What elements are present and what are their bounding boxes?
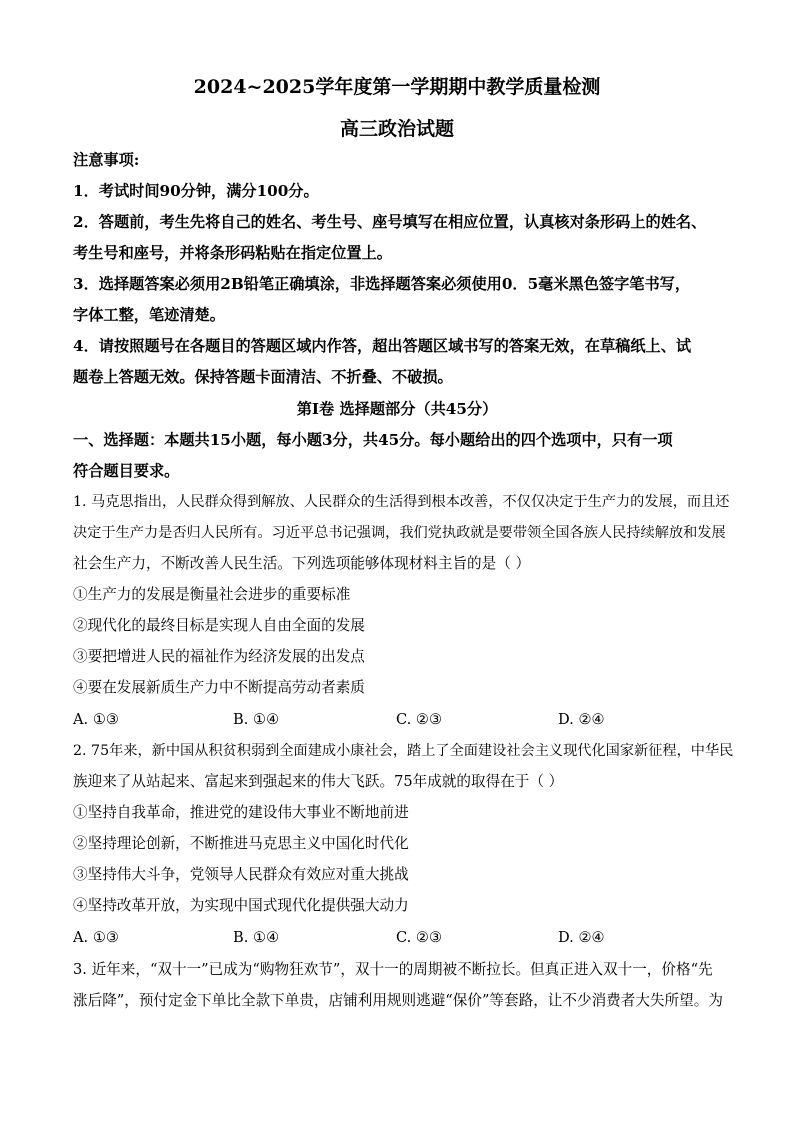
question-1-option-b: B. ①④ — [233, 711, 280, 728]
question-2-statement-3: ③坚持伟大斗争，党领导人民群众有效应对重大挑战 — [73, 866, 409, 883]
question-3-stem-line-1: 3. 近年来，“双十一”已成为“购物狂欢节”，双十一的周期被不断拉长。但真正进入双十一，价格“先 — [73, 961, 713, 978]
question-2-option-c: C. ②③ — [396, 929, 443, 946]
section-title: 第Ⅰ卷 选择题部分（共45分） — [296, 400, 498, 418]
question-2-statement-2: ②坚持理论创新，不断推进马克思主义中国化时代化 — [73, 835, 409, 852]
question-1-statement-4: ④要在发展新质生产力中不断提高劳动者素质 — [73, 679, 365, 696]
question-3-stem-line-2: 涨后降”，预付定金下单比全款下单贵，店铺利用规则逃避“保价”等套路，让不少消费者大失所望。为 — [73, 992, 723, 1009]
question-1-stem-line-1: 1. 马克思指出，人民群众得到解放、人民群众的生活得到根本改善，不仅仅决定于生产力的发展，而且还 — [73, 494, 730, 510]
question-1-option-a: A. ①③ — [73, 711, 119, 728]
question-2-option-d: D. ②④ — [558, 929, 605, 946]
question-1-stem-line-3: 社会生产力，不断改善人民生活。下列选项能够体现材料主旨的是（ ） — [73, 555, 531, 572]
question-2-statement-1: ①坚持自我革命，推进党的建设伟大事业不断地前进 — [73, 804, 409, 821]
section-instructions-line-2: 符合题目要求。 — [73, 462, 180, 480]
section-instructions-line-1: 一、选择题：本题共15小题，每小题3分，共45分。每小题给出的四个选项中，只有一项 — [73, 431, 673, 449]
exam-title: 2024~2025学年度第一学期期中教学质量检测 — [193, 76, 601, 98]
question-1-statement-2: ②现代化的最终目标是实现人自由全面的发展 — [73, 617, 365, 634]
notice-item-3-line-1: 3．选择题答案必须用2B铅笔正确填涂，非选择题答案必须使用0．5毫米黑色签字笔书写， — [73, 275, 691, 293]
notice-item-1: 1．考试时间90分钟，满分100分。 — [73, 182, 319, 200]
question-2-option-b: B. ①④ — [233, 929, 280, 946]
notice-item-4-line-2: 题卷上答题无效。保持答题卡面清洁、不折叠、不破损。 — [73, 368, 453, 386]
exam-subtitle: 高三政治试题 — [339, 118, 454, 140]
question-1-statement-3: ③要把增进人民的福祉作为经济发展的出发点 — [73, 648, 365, 665]
question-1-option-d: D. ②④ — [558, 711, 605, 728]
question-2-option-a: A. ①③ — [73, 929, 119, 946]
question-1-option-c: C. ②③ — [396, 711, 443, 728]
notice-item-2-line-2: 考生号和座号，并将条形码粘贴在指定位置上。 — [73, 244, 392, 262]
question-1-statement-1: ①生产力的发展是衡量社会进步的重要标准 — [73, 586, 351, 603]
question-2-stem-line-1: 2. 75年来，新中国从积贫积弱到全面建成小康社会，踏上了全面建设社会主义现代化国家新征程，中华民 — [73, 743, 734, 759]
notice-item-2-line-1: 2．答题前，考生先将自己的姓名、考生号、座号填写在相应位置，认真核对条形码上的姓名、 — [73, 213, 707, 231]
notice-heading: 注意事项: — [73, 151, 140, 169]
question-2-stem-line-2: 族迎来了从站起来、富起来到强起来的伟大飞跃。75年成就的取得在于（ ） — [73, 773, 564, 790]
notice-item-4-line-1: 4．请按照题号在各题目的答题区域内作答，超出答题区域书写的答案无效，在草稿纸上、试 — [73, 337, 692, 355]
notice-item-3-line-2: 字体工整，笔迹清楚。 — [73, 306, 225, 324]
question-1-stem-line-2: 决定于生产力是否归人民所有。习近平总书记强调，我们党执政就是要带领全国各族人民持续解放和发展 — [73, 525, 726, 541]
question-2-statement-4: ④坚持改革开放，为实现中国式现代化提供强大动力 — [73, 897, 409, 914]
